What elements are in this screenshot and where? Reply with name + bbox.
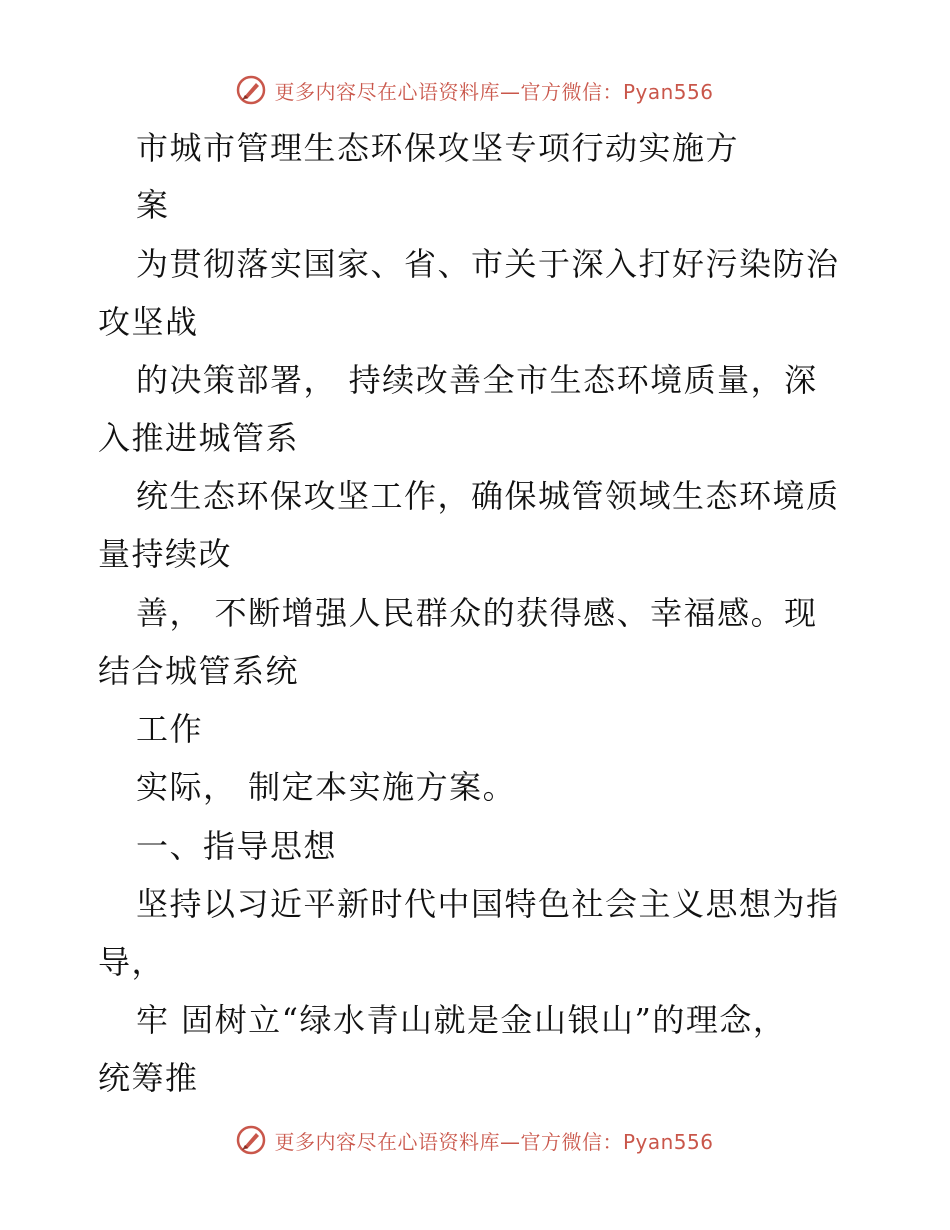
paragraph-line: 工作 xyxy=(136,710,204,748)
watermark-text: 更多内容尽在心语资料库—官方微信：Pyan556 xyxy=(274,1129,714,1154)
watermark-header xyxy=(0,70,950,110)
paragraph-line: 统生态环保攻坚工作，确保城管领域生态环境质 xyxy=(136,477,840,515)
paragraph-line: 的决策部署， 持续改善全市生态环境质量，深 xyxy=(136,361,818,399)
paragraph-line: 入推进城管系 xyxy=(98,419,300,457)
pen-logo-icon xyxy=(236,75,266,105)
title-line-2: 案 xyxy=(136,186,170,224)
paragraph-line: 坚持以习近平新时代中国特色社会主义思想为指 xyxy=(136,885,840,923)
paragraph-line: 实际， 制定本实施方案。 xyxy=(136,768,517,806)
watermark-footer xyxy=(0,1120,950,1160)
paragraph-line: 结合城管系统 xyxy=(98,652,300,690)
paragraph-line: 统筹推 xyxy=(98,1059,199,1097)
paragraph-line: 善， 不断增强人民群众的获得感、幸福感。现 xyxy=(136,594,818,632)
paragraph-line: 攻坚战 xyxy=(98,303,199,341)
pen-logo-icon xyxy=(236,1125,266,1155)
paragraph-line: 为贯彻落实国家、省、市关于深入打好污染防治 xyxy=(136,245,840,283)
paragraph-line: 牢 固树立“绿水青山就是金山银山”的理念， xyxy=(136,1001,787,1039)
watermark-text: 更多内容尽在心语资料库—官方微信：Pyan556 xyxy=(274,79,714,104)
section-heading: 一、指导思想 xyxy=(136,827,338,865)
paragraph-line: 导， xyxy=(98,943,166,981)
title-line-1: 市城市管理生态环保攻坚专项行动实施方 xyxy=(136,129,740,167)
paragraph-line: 量持续改 xyxy=(98,535,233,573)
